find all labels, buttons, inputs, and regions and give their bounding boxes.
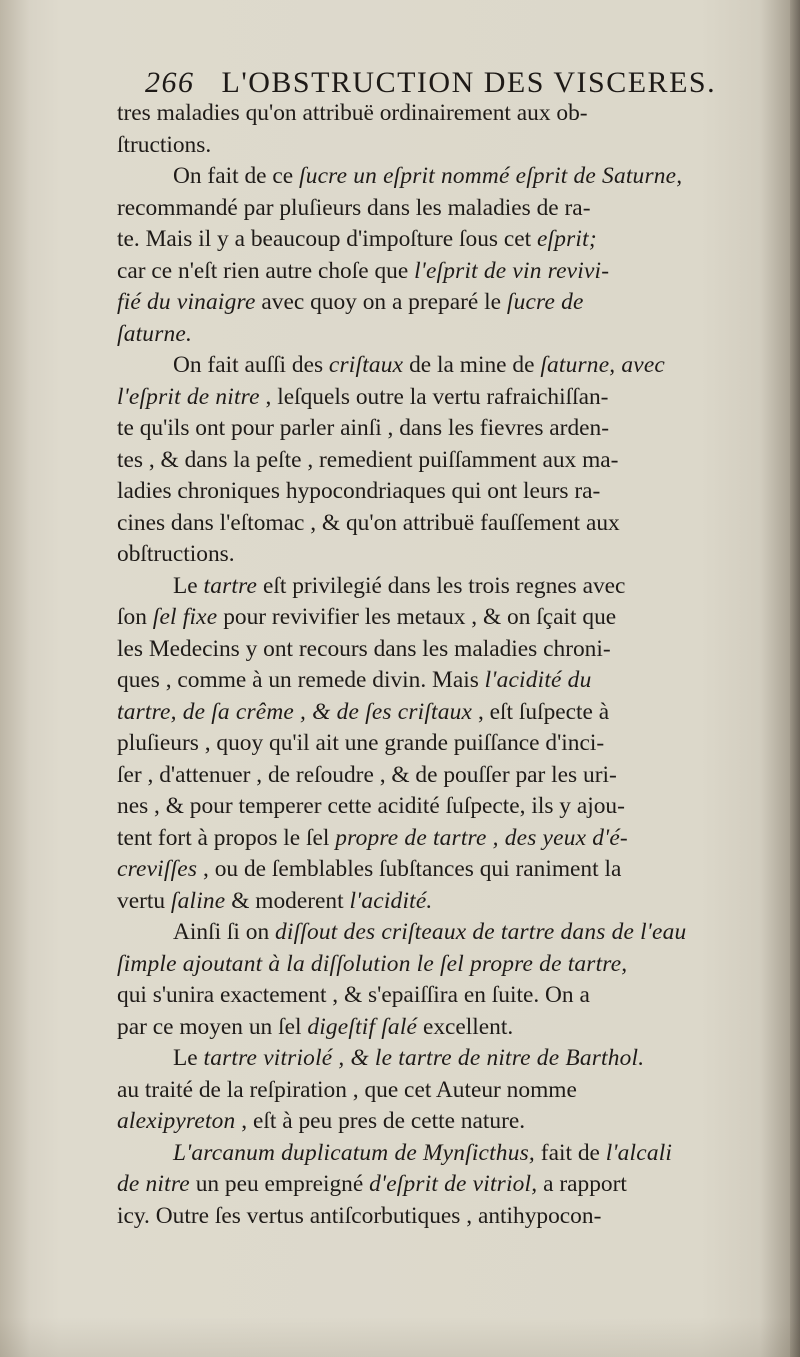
- text-line: [117, 539, 763, 571]
- text-run: avec quoy on a preparé le: [255, 289, 507, 315]
- italic-run: tartre, de ſa crême , & de ſes criſtaux: [117, 698, 473, 725]
- italic-run: ſaturne, avec: [540, 352, 666, 378]
- italic-run: ſel fixe: [152, 604, 218, 630]
- text-run: On fait auſſi des: [173, 352, 329, 378]
- text-line: [117, 602, 763, 634]
- text-run: te qu'ils ont pour parler ainſi , dans les fievres arden-: [117, 415, 610, 441]
- text-line: [117, 1138, 763, 1170]
- text-line: [117, 508, 763, 540]
- italic-run: d'eſprit de vitriol,: [369, 1171, 538, 1197]
- text-run: eſt privilegié dans les trois regnes avec: [257, 572, 626, 599]
- text-run: qui s'unira exactement , & s'epaiſſira en ſuite. On a: [117, 982, 590, 1008]
- italic-run: l'acidité du: [484, 667, 592, 693]
- italic-run: tartre vitriolé , & le tartre de nitre de Barthol.: [203, 1045, 645, 1071]
- text-run: recommandé par pluſieurs dans les maladies de ra-: [117, 194, 591, 221]
- page-bottom-shadow: [0, 1317, 800, 1357]
- text-run: vertu: [117, 887, 171, 914]
- text-run: te. Mais il y a beaucoup d'impoſture ſous cet: [117, 226, 537, 252]
- text-run: ſtructions.: [117, 131, 212, 158]
- italic-run: ſimple ajoutant à la diſſolution le ſel propre de tartre,: [117, 950, 628, 977]
- text-run: Ainſi ſi on: [173, 919, 276, 945]
- text-line: [117, 161, 763, 193]
- text-run: , eſt ſuſpecte à: [472, 698, 610, 725]
- text-run: pluſieurs , quoy qu'il ait une grande puiſſance d'inci-: [117, 730, 605, 756]
- text-line: [117, 287, 763, 319]
- text-line: [117, 98, 763, 130]
- text-run: icy. Outre ſes vertus antiſcorbutiques , antihypocon-: [117, 1202, 602, 1229]
- text-line: [117, 886, 763, 918]
- text-line: [117, 193, 763, 225]
- running-title: L'OBSTRUCTION DES VISCERES.: [221, 66, 717, 99]
- text-line: [117, 1201, 763, 1233]
- text-run: par ce moyen un ſel: [117, 1013, 308, 1040]
- text-line: [117, 980, 763, 1012]
- text-run: & moderent: [225, 887, 350, 914]
- text-run: tent fort à propos le ſel: [117, 824, 336, 851]
- text-line: [117, 823, 763, 855]
- text-run: , ou de ſemblables ſubſtances qui raniment la: [197, 856, 622, 882]
- text-line: [117, 854, 763, 886]
- text-line: [117, 319, 763, 351]
- italic-run: eſprit;: [536, 226, 597, 252]
- text-line: [117, 413, 763, 445]
- italic-run: l'acidité.: [349, 887, 433, 914]
- italic-run: L'arcanum duplicatum de Mynſicthus,: [173, 1139, 535, 1166]
- text-run: excellent.: [417, 1013, 514, 1040]
- text-line: [117, 350, 763, 382]
- text-line: [117, 949, 763, 981]
- text-line: [117, 476, 763, 508]
- italic-run: alexipyreton: [117, 1108, 236, 1134]
- text-run: obſtructions.: [117, 541, 235, 567]
- text-line: [117, 571, 763, 603]
- text-run: ſon: [117, 604, 153, 630]
- page-number: 266: [145, 66, 195, 99]
- text-run: nes , & pour temperer cette acidité ſuſpecte, ils y ajou-: [117, 793, 625, 819]
- italic-run: ſaline: [170, 887, 226, 914]
- text-line: [117, 1012, 763, 1044]
- text-line: [117, 634, 763, 666]
- text-run: pour revivifier les metaux , & on ſçait que: [217, 604, 617, 630]
- italic-run: l'alcali: [605, 1139, 673, 1166]
- italic-run: criſtaux: [328, 352, 404, 378]
- italic-run: ſucre de: [506, 289, 584, 315]
- body-text: [117, 98, 763, 1232]
- text-line: [117, 728, 763, 760]
- page-edge-shadow: [790, 0, 800, 1357]
- italic-run: creviſſes: [117, 856, 198, 882]
- text-line: [117, 1075, 763, 1107]
- italic-run: ſucre un eſprit nommé eſprit de Saturne,: [299, 163, 683, 189]
- text-run: un peu empreigné: [189, 1171, 370, 1197]
- text-line: [117, 665, 763, 697]
- text-run: les Medecins y ont recours dans les maladies chroni-: [117, 635, 611, 662]
- text-line: [117, 917, 763, 949]
- text-line: [117, 130, 763, 162]
- text-run: Le: [173, 572, 204, 599]
- text-line: [117, 224, 763, 256]
- italic-run: digeſtif ſalé: [307, 1013, 418, 1040]
- text-run: On fait de ce: [173, 163, 299, 189]
- text-run: ques , comme à un remede divin. Mais: [117, 667, 485, 693]
- italic-run: tartre: [203, 572, 258, 599]
- text-line: [117, 697, 763, 729]
- text-line: [117, 1169, 763, 1201]
- italic-run: de nitre: [117, 1171, 190, 1197]
- text-line: [117, 760, 763, 792]
- text-run: au traité de la reſpiration , que cet Auteur nomme: [117, 1076, 577, 1103]
- italic-run: propre de tartre , des yeux d'é-: [335, 824, 628, 851]
- text-run: car ce n'eſt rien autre choſe que: [117, 257, 415, 284]
- text-line: [117, 1106, 763, 1138]
- text-run: cines dans l'eſtomac , & qu'on attribuë fauſſement aux: [117, 509, 620, 536]
- text-line: [117, 382, 763, 414]
- text-run: tes , & dans la peſte , remedient puiſſamment aux ma-: [117, 446, 619, 473]
- italic-run: diſſout des criſteaux de tartre dans de l'eau: [275, 919, 687, 945]
- italic-run: ſaturne.: [117, 320, 193, 347]
- text-run: de la mine de: [403, 352, 541, 378]
- text-line: [117, 791, 763, 823]
- italic-run: l'eſprit de nitre: [117, 383, 260, 410]
- text-run: a rapport: [537, 1171, 627, 1197]
- text-run: fait de: [534, 1139, 606, 1166]
- text-line: [117, 1043, 763, 1075]
- text-run: Le: [173, 1045, 204, 1071]
- text-line: [117, 445, 763, 477]
- italic-run: l'eſprit de vin revivi-: [414, 257, 610, 284]
- text-run: ladies chroniques hypocondriaques qui ont leurs ra-: [117, 478, 601, 504]
- text-line: [117, 256, 763, 288]
- text-run: ſer , d'attenuer , de reſoudre , & de pouſſer par les uri-: [117, 761, 617, 788]
- text-run: , leſquels outre la vertu rafraichiſſan-: [259, 383, 609, 410]
- text-run: , eſt à peu pres de cette nature.: [235, 1108, 526, 1134]
- text-run: tres maladies qu'on attribuë ordinairement aux ob-: [117, 100, 588, 126]
- italic-run: fié du vinaigre: [117, 289, 256, 315]
